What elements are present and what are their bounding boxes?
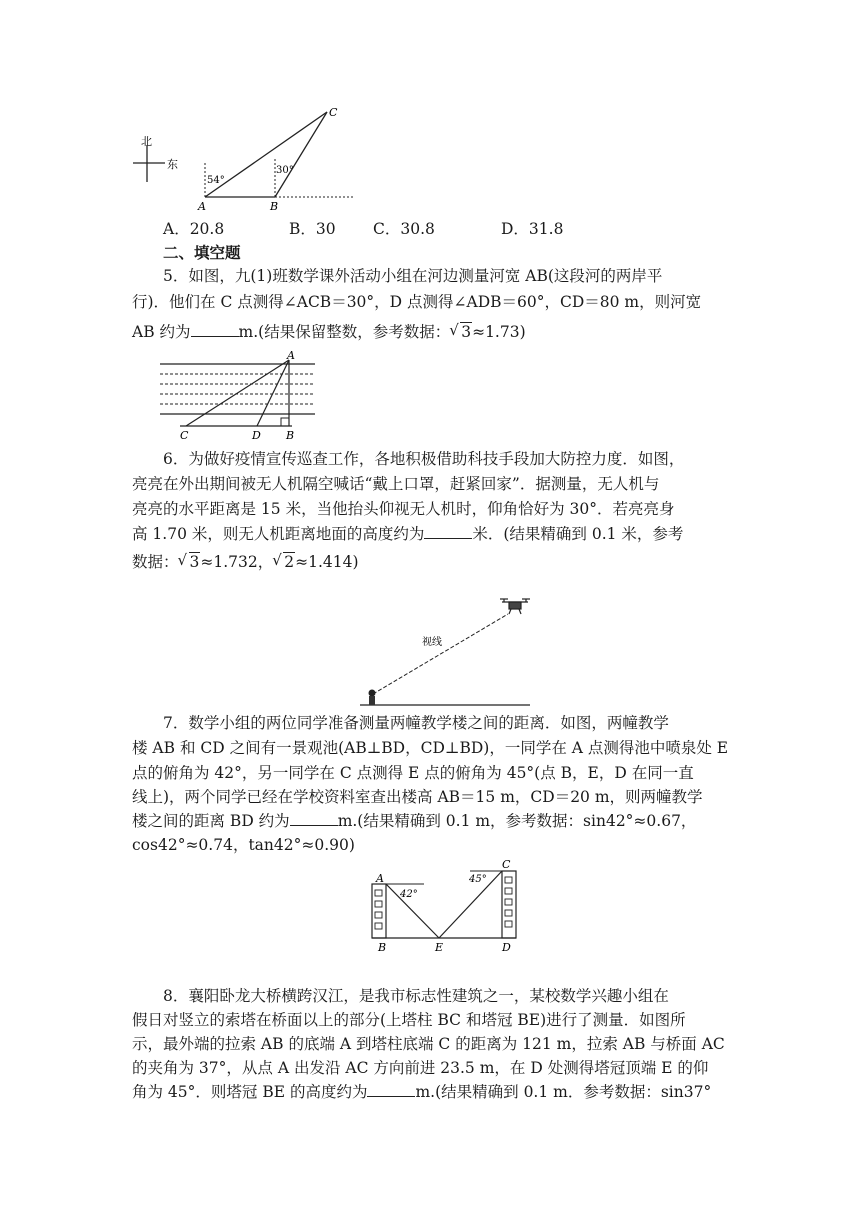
option-b: B．30 [289,220,336,238]
q8-text-b: m.(结果精确到 0.1 m．参考数据：sin37° [415,1083,712,1101]
option-a: A．20.8 [163,220,225,238]
q6-line-5 [132,552,732,572]
option-c: C．30.8 [373,220,435,238]
q7-text-a: 楼之间的距离 BD 约为 [132,812,290,830]
sight-line-label: 视线 [422,637,442,648]
figure-q4 [125,100,355,215]
sqrt-sign-2 [273,552,295,572]
q7-line-5 [132,811,732,831]
option-d: D．31.8 [501,220,564,238]
q8-line-4: 的夹角为 37°，从点 A 出发沿 AC 方向前进 23.5 m，在 D 处测得塔冠顶端 E 的仰 [132,1059,709,1077]
point-b-label: B [378,941,387,954]
sqrt-value-2: 2 [284,553,295,571]
q6-line-2: 亮亮在外出期间被无人机隔空喊话“戴上口罩，赶紧回家”．据测量，无人机与 [132,475,660,493]
building-cd-windows [505,877,512,927]
q5-line-2: 行)．他们在 C 点测得∠ACB＝30°，D 点测得∠ADB＝60°，CD＝80 m，则河宽 [132,293,702,311]
point-d-label: D [252,429,261,442]
building-ab [372,884,386,938]
point-e-label: E [435,941,444,954]
figure-q5 [160,350,320,442]
q8-text-a: 角为 45°．则塔冠 BE 的高度约为 [132,1083,368,1101]
q7-line-4: 线上)，两个同学已经在学校资料室查出楼高 AB＝15 m，CD＝20 m，则两幢教学 [132,788,703,806]
figure-q7 [362,855,527,955]
q8-line-1: 8．襄阳卧龙大桥横跨汉江，是我市标志性建筑之一，某校数学兴趣小组在 [163,987,669,1005]
sqrt-value-1: 3 [189,553,200,571]
drone-icon [500,599,530,614]
q5-text-a: AB 约为 [132,323,191,341]
q8-line-5 [132,1082,732,1102]
q5-text-c: ≈1.73) [472,323,526,341]
q7-line-2: 楼 AB 和 CD 之间有一景观池(AB⊥BD，CD⊥BD)，一同学在 A 点测得池中喷泉处 E [132,739,729,757]
q7-line-3: 点的俯角为 42°，另一同学在 C 点测得 E 点的俯角为 45°(点 B，E，D 在同一直 [132,764,694,782]
building-cd [502,871,516,938]
answer-blank-q8 [367,1082,415,1097]
answer-blank-q6 [424,524,472,539]
angle-45-label: 45° [469,874,487,885]
answer-blank-q5 [191,322,239,337]
q7-line-6: cos42°≈0.74，tan42°≈0.90) [132,836,355,854]
q5-text-b: m.(结果保留整数，参考数据： [238,323,451,341]
q6-text-a: 高 1.70 米，则无人机距离地面的高度约为 [132,525,425,543]
q6-text-c: 数据： [132,553,179,571]
point-c-label: C [329,106,338,119]
right-angle-mark [281,418,289,426]
figure-q6 [360,592,535,710]
section-title: 二、填空题 [163,243,241,262]
angle-42-label: 42° [400,889,418,900]
person-icon [369,690,376,706]
point-a-label: A [287,350,295,362]
point-b-label: B [286,429,295,442]
point-a-label: A [376,872,384,885]
q8-line-3: 示，最外端的拉索 AB 的底端 A 到塔柱底端 C 的距离为 121 m，拉索 AB 与桥面 AC [132,1035,725,1053]
q6-line-4 [132,524,732,544]
compass-east-label: 东 [167,158,178,171]
q6-text-d: ≈1.732， [200,553,274,571]
point-c-label: C [502,858,511,871]
q5-line-1: 5．如图，九(1)班数学课外活动小组在河边测量河宽 AB(这段河的两岸平 [163,267,663,285]
q7-text-b: m.(结果精确到 0.1 m，参考数据：sin42°≈0.67， [337,812,697,830]
point-b-label: B [270,200,279,213]
segment-bc [275,112,327,197]
sqrt-sign [450,322,472,342]
sqrt-sign-1 [179,552,201,572]
q7-line-1: 7．数学小组的两位同学准备测量两幢教学楼之间的距离．如图，两幢教学 [163,714,669,732]
point-c-label: C [180,429,189,442]
sight-line [373,614,508,694]
q6-line-1: 6．为做好疫情宣传巡查工作，各地积极借助科技手段加大防控力度．如图， [163,450,685,468]
point-d-label: D [502,941,511,954]
q6-text-e: ≈1.414) [295,553,359,571]
answer-blank-q7 [290,811,338,826]
q8-line-2: 假日对竖立的索塔在桥面以上的部分(上塔柱 BC 和塔冠 BE)进行了测量．如图所 [132,1011,686,1029]
compass-north-label: 北 [141,135,152,148]
angle-30-label: 30° [276,165,294,176]
q5-line-3 [132,322,732,342]
point-a-label: A [198,200,206,213]
q6-line-3: 亮亮的水平距离是 15 米，当他抬头仰视无人机时，仰角恰好为 30°．若亮亮身 [132,500,675,518]
q6-text-b: 米．(结果精确到 0.1 米，参考 [472,525,684,543]
angle-54-label: 54° [207,175,225,186]
building-ab-windows [375,890,382,929]
sqrt-value: 3 [461,323,472,341]
